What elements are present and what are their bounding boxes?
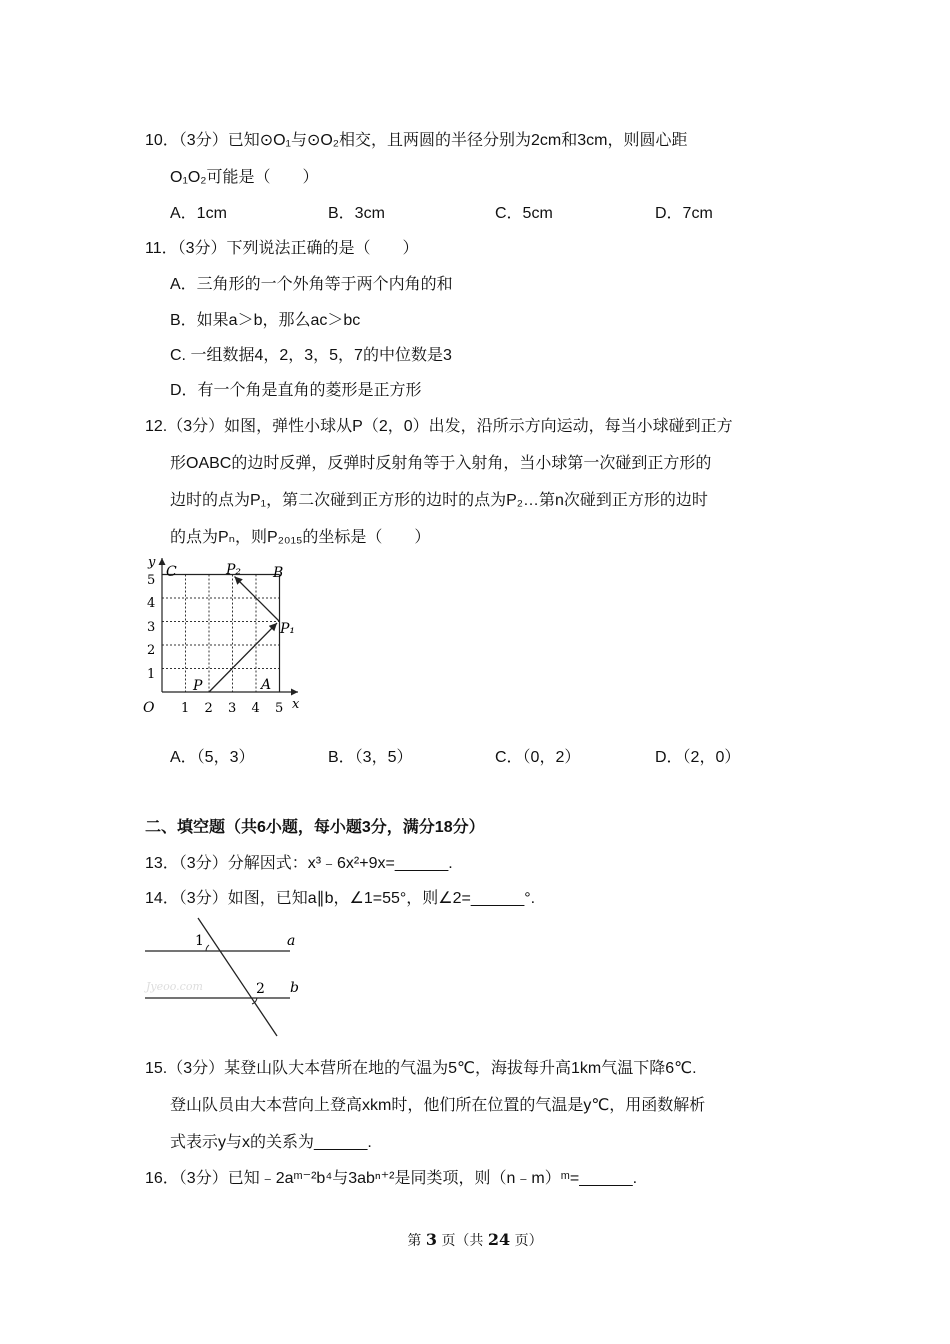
q15-line1: 15.（3分）某登山队大本营所在地的气温为5℃，海拔每升高1km气温下降6℃. [145,1060,697,1077]
q10-option-b: B．3cm [328,205,385,222]
q12-option-c: C．（0，2） [495,749,581,766]
point-p-label: P [193,678,203,694]
q14-text: 14．（3分）如图，已知a∥b，∠1=55°，则∠2=______°. [145,890,536,907]
q10-option-a: A．1cm [170,205,227,222]
transversal [198,918,277,1036]
x-tick-3: 3 [228,701,237,716]
q10-option-c: C．5cm [495,205,553,222]
footer-suffix: 页） [514,1233,543,1249]
path-p1-to-p2 [235,577,280,622]
q12-line3: 边时的点为P₁，第二次碰到正方形的边时的点为P₂…第n次碰到正方形的边时 [170,492,708,509]
q15-line3: 式表示y与x的关系为______. [170,1134,372,1151]
point-a-label: A [261,677,272,693]
x-tick-1: 1 [181,701,190,716]
q12-option-d: D．（2，0） [655,749,741,766]
q12-option-b: B．（3，5） [328,749,413,766]
y-axis-label: y [148,555,156,570]
q11-option-b: B．如果a＞b，那么ac＞bc [170,312,361,329]
line-b-label: b [290,980,299,996]
q10-line1: 10．（3分）已知⊙O₁与⊙O₂相交，且两圆的半径分别为2cm和3cm，则圆心距 [145,132,688,149]
q12-option-a: A．（5，3） [170,749,255,766]
q11-stem: 11．（3分）下列说法正确的是（ ） [145,240,419,257]
point-p1-label: P₁ [280,621,296,637]
footer-prefix: 第 [407,1233,422,1249]
y-tick-4: 4 [147,596,156,611]
point-p2-label: P₂ [226,562,242,578]
q12-line4: 的点为Pₙ，则P₂₀₁₅的坐标是（ ） [170,529,431,546]
section-2-title: 二、填空题（共6小题，每小题3分，满分18分） [145,819,485,836]
q11-option-c: C. 一组数据4，2，3，5，7的中位数是3 [170,347,452,364]
q14-figure [140,912,310,1040]
q12-line1: 12.（3分）如图，弹性小球从P（2，0）出发，沿所示方向运动，每当小球碰到正方 [145,418,733,435]
q11-option-d: D．有一个角是直角的菱形是正方形 [170,382,422,399]
y-tick-3: 3 [147,620,156,635]
q15-line2: 登山队员由大本营向上登高xkm时，他们所在位置的气温是y℃，用函数解析 [170,1097,706,1114]
footer-total-pages: 24 [487,1230,511,1249]
q10-line2: O₁O₂可能是（ ） [170,169,319,186]
y-tick-2: 2 [147,643,156,658]
x-axis-label: x [292,697,300,712]
q13-text: 13．（3分）分解因式：x³﹣6x²+9x=______. [145,855,453,872]
origin-label: O [143,700,155,716]
x-tick-5: 5 [275,701,284,716]
grid [162,575,280,693]
q11-option-a: A．三角形的一个外角等于两个内角的和 [170,276,453,293]
y-tick-5: 5 [147,573,156,588]
y-tick-1: 1 [147,667,156,682]
footer-page-number: 3 [425,1230,437,1249]
angle-1-arc [206,945,209,951]
q12-figure [140,552,310,720]
angle-1-label: 1 [195,933,204,949]
point-c-label: C [166,564,177,580]
line-a-label: a [287,933,296,949]
x-tick-2: 2 [204,701,213,716]
q16-text: 16．（3分）已知﹣2aᵐ⁻²b⁴与3abⁿ⁺²是同类项，则（n﹣m）ᵐ=______. [145,1170,638,1187]
angle-2-label: 2 [256,981,265,997]
q12-line2: 形OABC的边时反弹，反弹时反射角等于入射角，当小球第一次碰到正方形的 [170,455,712,472]
point-b-label: B [273,565,284,581]
watermark: Jyeoo.com [146,980,203,993]
x-tick-4: 4 [251,701,260,716]
q10-option-d: D．7cm [655,205,713,222]
footer-middle: 页（共 [441,1233,484,1249]
page-footer [0,1230,950,1250]
